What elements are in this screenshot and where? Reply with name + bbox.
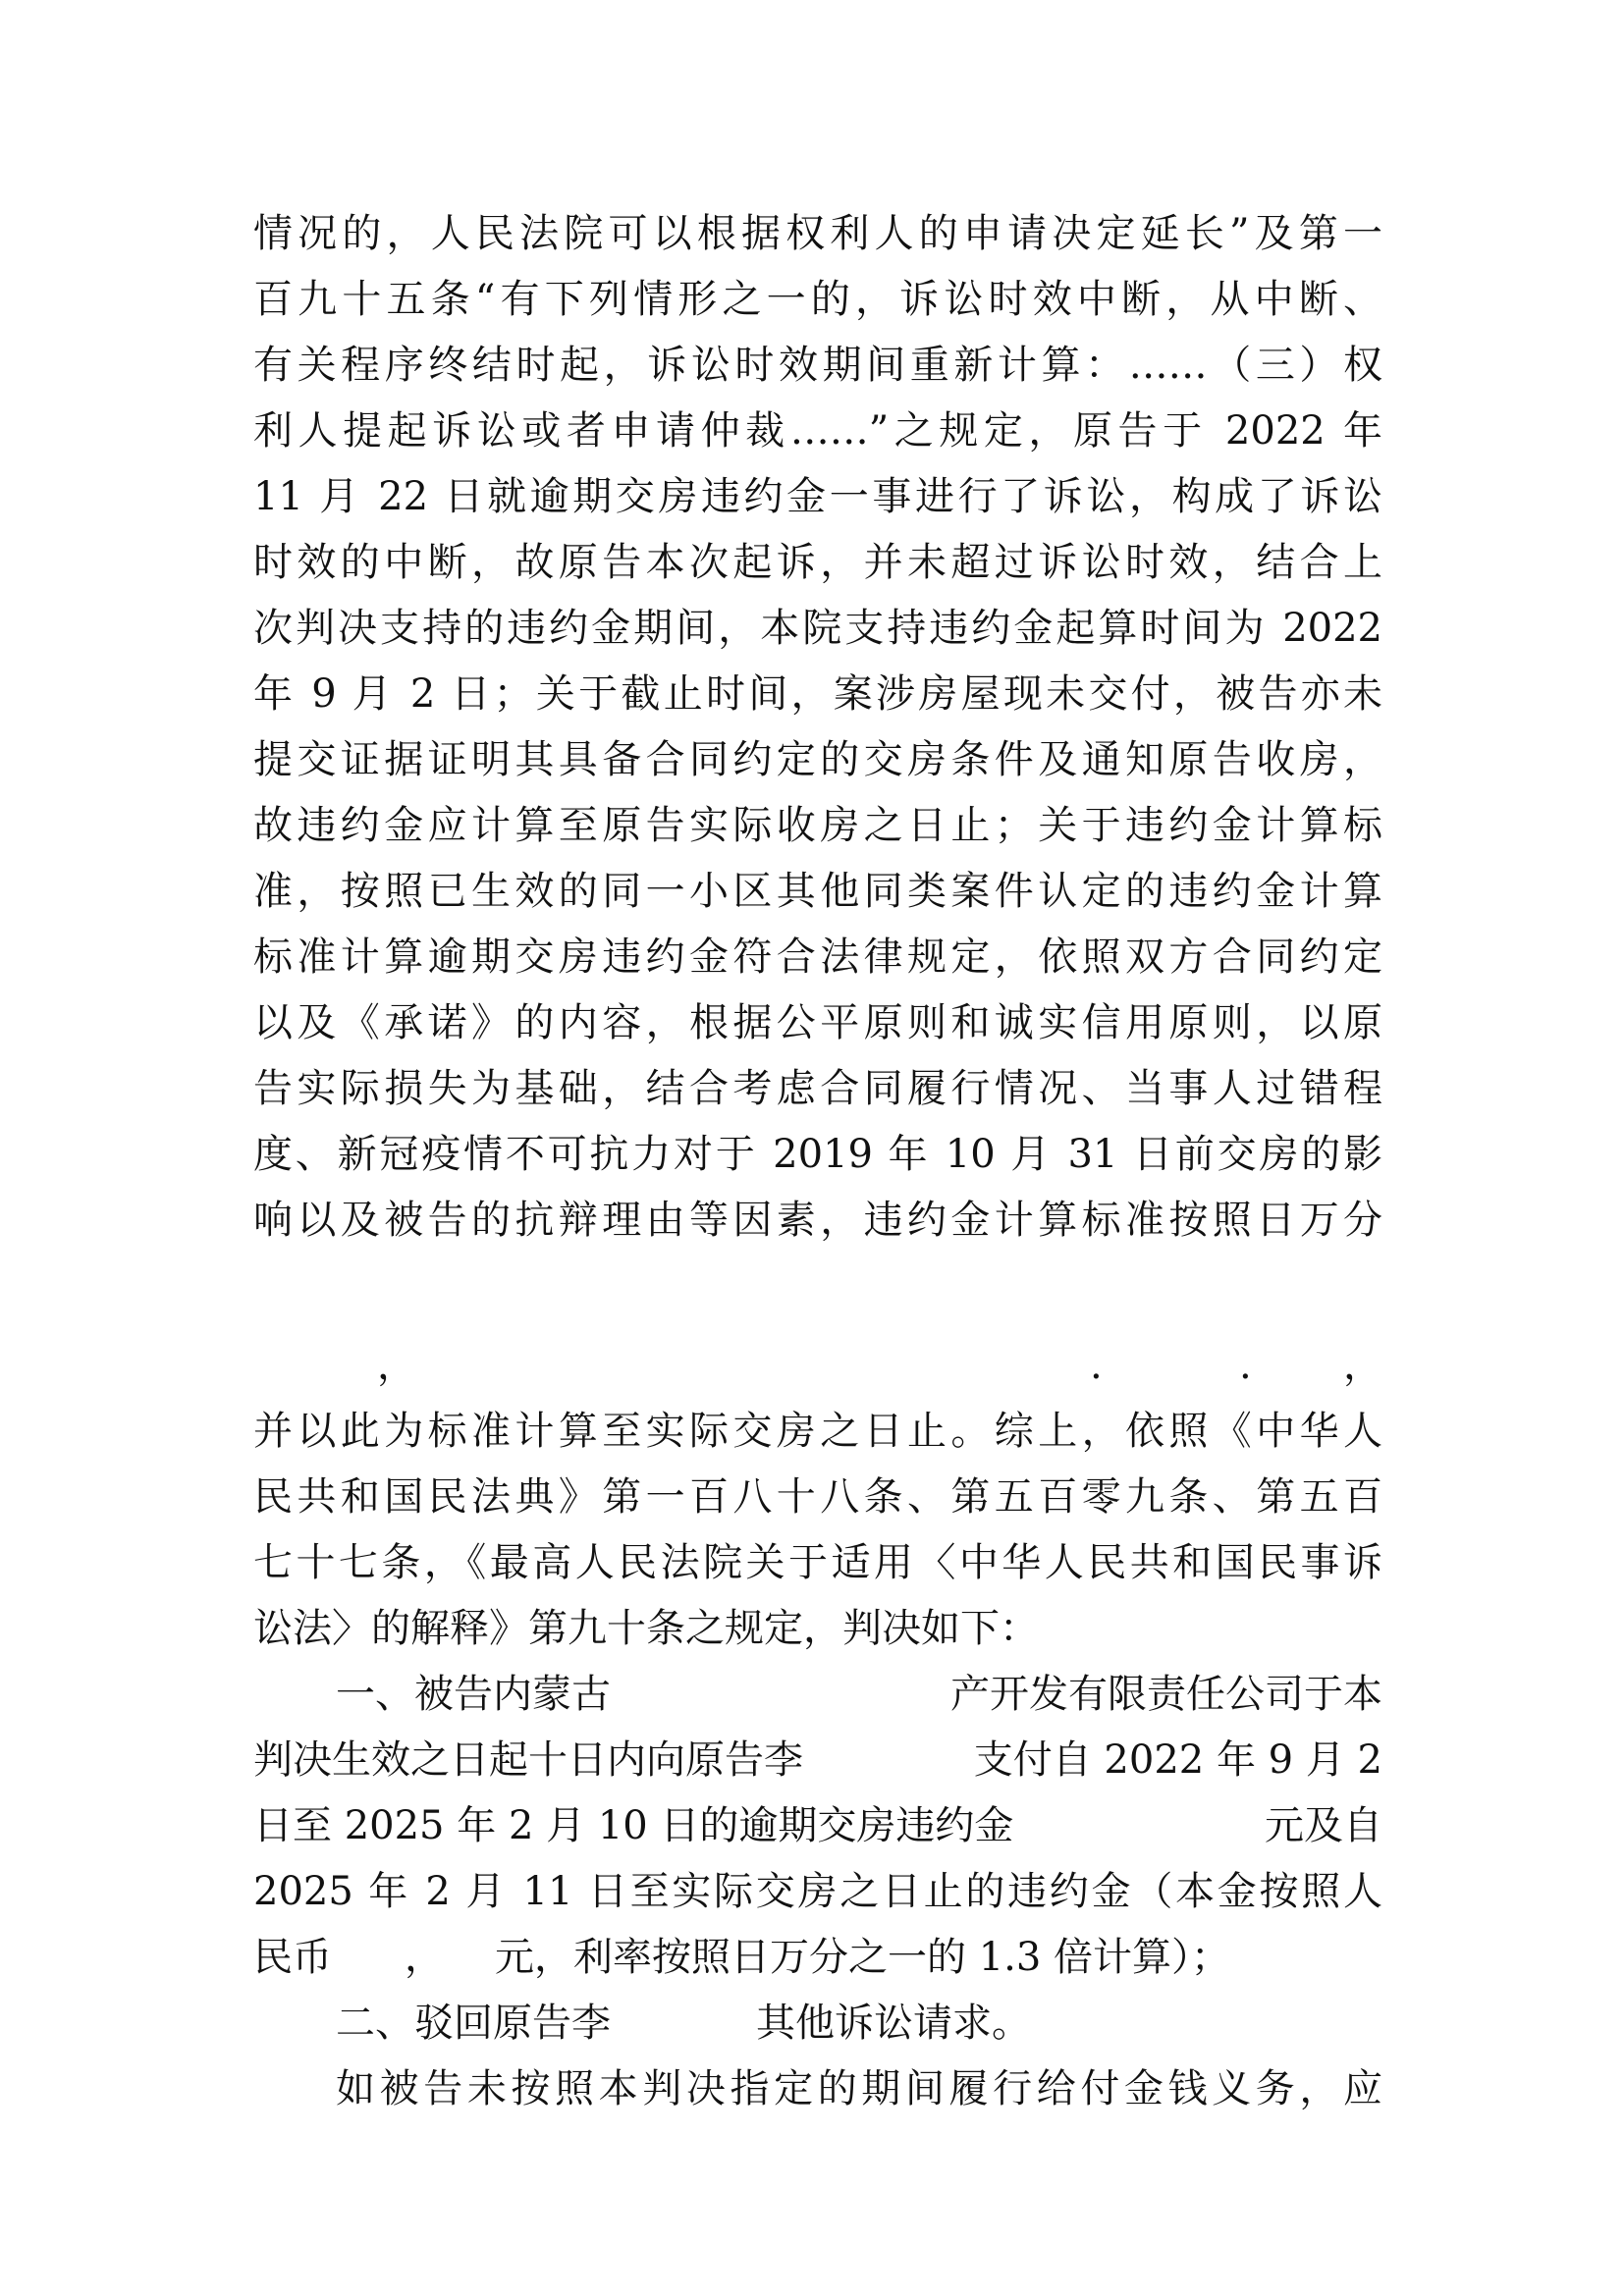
text-segment: 产开发有限责任公司于本 [950,1672,1382,1717]
text-line [253,1925,1382,1991]
text-line: 故违约金应计算至原告实际收房之日止；关于违约金计算标 [253,803,1382,848]
text-line: 以及《承诺》的内容，根据公平原则和诚实信用原则，以原 [253,1000,1382,1045]
text-segment: ， [405,1935,444,1980]
text-segment: 元，利率按照日万分之一的 1.3 倍计算）； [495,1935,1231,1980]
text-line: 利人提起诉讼或者申请仲裁……”之规定，原告于 2022 年 [253,408,1382,454]
text-line: 提交证据证明其具备合同约定的交房条件及通知原告收房， [253,737,1382,782]
text-line: 民共和国民法典》第一百八十八条、第五百零九条、第五百 [253,1474,1382,1520]
text-line: 次判决支持的违约金期间，本院支持违约金起算时间为 2022 [253,606,1382,651]
text-line: 年 9 月 2 日；关于截止时间，案涉房屋现未交付，被告亦未 [253,671,1382,717]
text-segment: 其他诉讼请求。 [756,2001,1031,2046]
text-line: 2025 年 2 月 11 日至实际交房之日止的违约金（本金按照人 [253,1869,1382,1914]
text-line [253,1728,1382,1793]
legal-basis-paragraph [253,1399,1382,1662]
text-line: 有关程序终结时起，诉讼时效期间重新计算：……（三）权 [253,343,1382,388]
redacted-dot: . [1090,1343,1103,1388]
text-segment: 支付自 2022 年 9 月 2 [973,1737,1382,1783]
text-line [253,1991,1382,2056]
text-segment: 一、被告内蒙古 [336,1672,611,1717]
redacted-dot: . [1239,1343,1252,1388]
text-line: 11 月 22 日就逾期交房违约金一事进行了诉讼，构成了诉讼 [253,474,1382,519]
text-line: 标准计算逾期交房违约金符合法律规定，依照双方合同约定 [253,934,1382,980]
redacted-comma: ， [1343,1343,1382,1388]
text-line: 百九十五条“有下列情形之一的，诉讼时效中断，从中断、 [253,277,1382,322]
text-line: 告实际损失为基础，结合考虑合同履行情况、当事人过错程 [253,1066,1382,1111]
text-line [253,1793,1382,1859]
text-segment: 民币 [253,1935,332,1980]
text-line: 时效的中断，故原告本次起诉，并未超过诉讼时效，结合上 [253,540,1382,585]
text-line: 度、新冠疫情不可抗力对于 2019 年 10 月 31 日前交房的影 [253,1132,1382,1177]
text-line: 并以此为标准计算至实际交房之日止。综上，依照《中华人 [253,1409,1382,1454]
text-line: 讼法〉的解释》第九十条之规定，判决如下： [253,1606,1039,1651]
text-line: 七十七条，《最高人民法院关于适用〈中华人民共和国民事诉 [253,1540,1382,1585]
text-line [253,1662,1382,1728]
text-line: 响以及被告的抗辩理由等因素，违约金计算标准按照日万分 [253,1198,1382,1243]
judgment-item-2 [253,1991,1382,2056]
judgment-item-1 [253,1662,1382,1991]
text-line: 情况的，人民法院可以根据权利人的申请决定延长”及第一 [253,211,1382,256]
text-segment: 元及自 [1265,1803,1382,1848]
reasoning-paragraph [253,201,1382,1254]
text-segment: 判决生效之日起十日内向原告李 [253,1737,803,1783]
text-segment: 日至 2025 年 2 月 10 日的逾期交房违约金 [253,1803,1014,1848]
text-line: 如被告未按照本判决指定的期间履行给付金钱义务，应 [336,2066,1382,2111]
text-line: 准，按照已生效的同一小区其他同类案件认定的违约金计算 [253,869,1382,914]
text-segment: 二、驳回原告李 [336,2001,611,2046]
redacted-line [253,1333,1382,1399]
enforcement-paragraph [253,2056,1382,2122]
redacted-comma: ， [377,1343,416,1388]
